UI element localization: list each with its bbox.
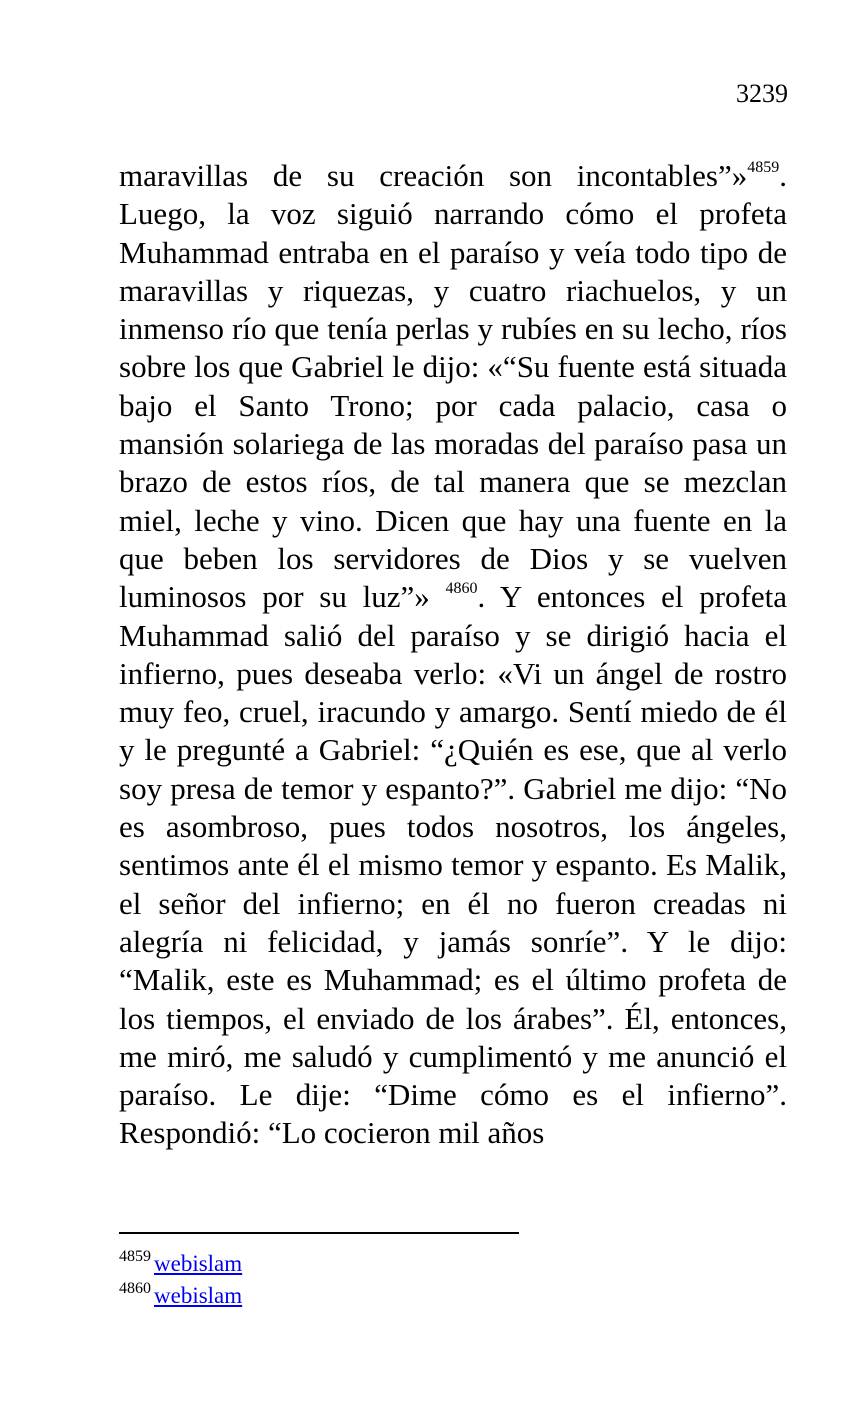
footnotes <box>119 1248 787 1312</box>
body-text-segment: . Y entonces el profeta Muhammad salió del paraíso y se dirigió hacia el infierno, pues deseaba verlo: «Vi un ángel de rostro muy feo, cruel, iracundo y amargo. Sentí miedo de él y le pregunté a Gabriel: “¿Quién es ese, que al verlo soy presa de temor y espanto?”. Gabriel me dijo: “No es asombroso, pues todos nosotros, los ángeles, sentimos ante él el mismo temor y espanto. Es Malik, el señor del infierno; en él no fueron creadas ni alegría ni felicidad, y jamás sonríe”. Y le dijo: “Malik, este es Muhammad; es el último profeta de los tiempos, el enviado de los árabes”. Él, entonces, me miró, me saludó y cumplimentó y me anunció el paraíso. Le dije: “Dime cómo es el infierno”. Respondió: “Lo cocieron mil años <box>119 579 787 1151</box>
body-text-segment: . Luego, la voz siguió narrando cómo el profeta Muhammad entraba en el paraíso y veía todo tipo de maravillas y riquezas, y cuatro riachuelos, y un inmenso río que tenía perlas y rubíes en su lecho, ríos sobre los que Gabriel le dijo: «“Su fuente está situada bajo el Santo Trono; por cada palacio, casa o mansión solariega de las moradas del paraíso pasa un brazo de estos ríos, de tal manera que se mezclan miel, leche y vino. Dicen que hay una fuente en la que beben los servidores de Dios y se vuelven luminosos por su luz”» <box>119 158 787 615</box>
footnote-link[interactable]: webislam <box>154 1251 243 1276</box>
footnote-link[interactable]: webislam <box>154 1283 243 1308</box>
page-number: 3239 <box>736 79 788 108</box>
footnote-4859 <box>119 1248 787 1280</box>
footnote-divider <box>119 1232 519 1234</box>
footnote-reference-4859: 4859 <box>747 159 780 176</box>
body-paragraph <box>119 157 787 1153</box>
footnote-number: 4860 <box>119 1280 151 1297</box>
footnote-reference-4860: 4860 <box>445 580 478 598</box>
body-text-segment: maravillas de su creación son incontables”» <box>119 158 748 193</box>
footnote-number: 4859 <box>119 1248 151 1265</box>
footnote-4860 <box>119 1280 787 1312</box>
